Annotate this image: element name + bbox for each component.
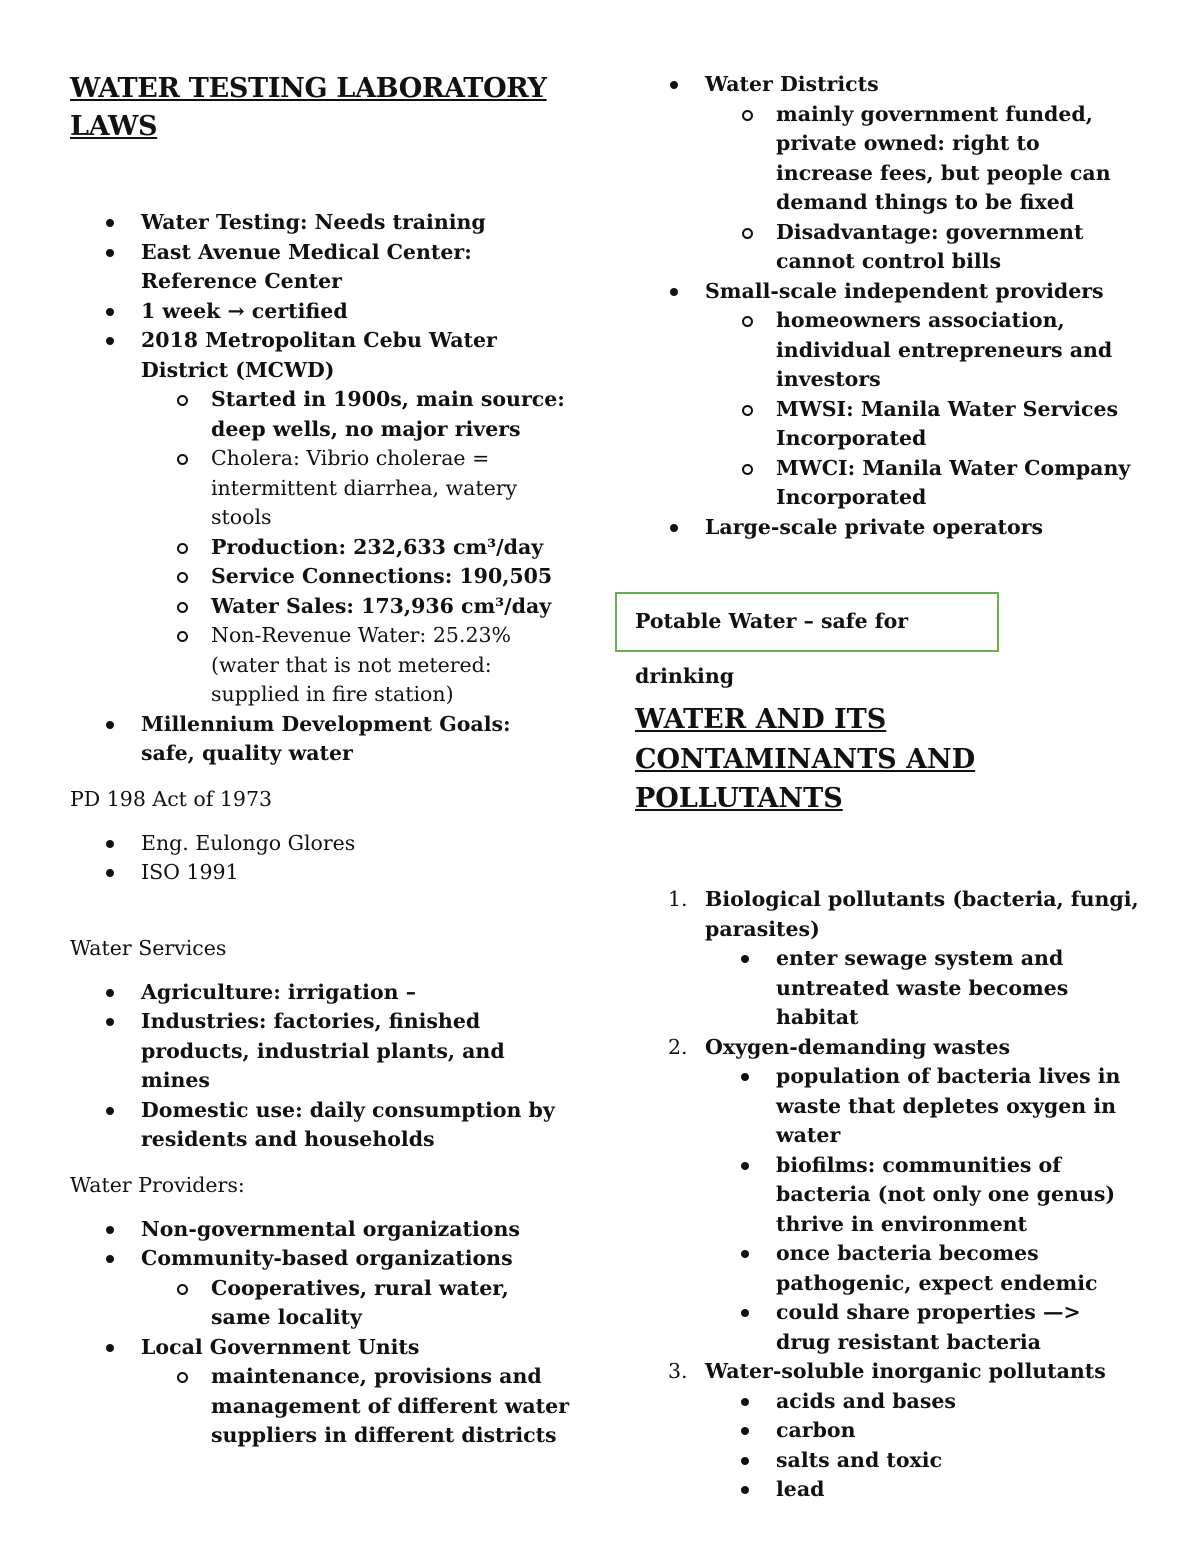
bullet-icon <box>741 1427 749 1435</box>
document-title: WATER TESTING LABORATORY LAWS <box>70 73 547 142</box>
mcwd-sublist <box>70 385 570 710</box>
circle-bullet-icon <box>177 572 188 583</box>
bullet-icon <box>106 249 114 257</box>
pollutants-sublist <box>615 1062 1140 1357</box>
mdg-list <box>70 710 570 769</box>
numbered-item: 2. Oxygen-demanding wastes <box>615 1033 1140 1063</box>
circle-bullet-icon <box>177 454 188 465</box>
pollutants-list <box>615 1033 1140 1063</box>
circle-bullet-icon <box>742 405 753 416</box>
bullet-icon <box>106 308 114 316</box>
circle-bullet-icon <box>742 464 753 475</box>
pollutants-sublist <box>615 1387 1140 1505</box>
list-item: once bacteria becomes pathogenic, expect endemic <box>615 1239 1140 1298</box>
list-item: maintenance, provisions and management of different water suppliers in different districts <box>70 1362 570 1451</box>
list-item: population of bacteria lives in waste that depletes oxygen in water <box>615 1062 1140 1151</box>
bullet-icon <box>741 955 749 963</box>
bullet-icon <box>106 337 114 345</box>
item-number: 1. <box>668 887 688 911</box>
left-column <box>70 70 570 1451</box>
potable-water-text: Potable Water – safe for drinking <box>635 609 909 688</box>
list-item: ISO 1991 <box>70 858 570 888</box>
list-item: Industries: factories, finished products, industrial plants, and mines <box>70 1007 570 1096</box>
intro-list <box>70 208 570 385</box>
numbered-item: 3. Water-soluble inorganic pollutants <box>615 1357 1140 1387</box>
list-item: Non-governmental organizations <box>70 1215 570 1245</box>
bullet-icon <box>741 1250 749 1258</box>
services-heading: Water Services <box>70 935 227 960</box>
pollutants-list <box>615 1357 1140 1387</box>
list-item: could share properties —> drug resistant bacteria <box>615 1298 1140 1357</box>
pd-heading: PD 198 Act of 1973 <box>70 786 273 811</box>
bullet-icon <box>670 81 678 89</box>
numbered-item: 1. Biological pollutants (bacteria, fungi, parasites) <box>668 887 1139 941</box>
list-item: Millennium Development Goals: safe, quality water <box>70 710 570 769</box>
pollutants-column <box>615 885 1140 1505</box>
cbo-sublist <box>70 1274 570 1333</box>
potable-water-callout <box>615 592 999 688</box>
circle-bullet-icon <box>177 631 188 642</box>
list-item: Production: 232,633 cm³/day <box>70 533 570 563</box>
bullet-icon <box>670 524 678 532</box>
list-item: carbon <box>615 1416 1140 1446</box>
large-scale-list <box>615 513 1140 543</box>
bullet-icon <box>741 1309 749 1317</box>
list-item: MWCI: Manila Water Company Incorporated <box>615 454 1140 513</box>
small-scale-sublist <box>615 306 1140 513</box>
bullet-icon <box>741 1073 749 1081</box>
right-column <box>615 70 1140 542</box>
item-number: 2. <box>668 1034 688 1059</box>
services-list <box>70 978 570 1155</box>
item-number: 3. <box>668 1359 688 1383</box>
list-item: Water Sales: 173,936 cm³/day <box>70 592 570 622</box>
water-districts-sublist <box>615 100 1140 277</box>
list-item: mainly government funded, private owned: right to increase fees, but people can demand things to be fixed <box>615 100 1140 218</box>
providers-heading: Water Providers: <box>70 1172 245 1197</box>
bullet-icon <box>106 1226 114 1234</box>
lgu-sublist <box>70 1362 570 1451</box>
circle-bullet-icon <box>177 602 188 613</box>
pollutants-sublist <box>615 944 1140 1033</box>
list-item: Started in 1900s, main source: deep wells, no major rivers <box>70 385 570 444</box>
list-item: Water Testing: Needs training <box>70 208 570 238</box>
list-item: acids and bases <box>615 1387 1140 1417</box>
circle-bullet-icon <box>177 395 188 406</box>
list-item: Small-scale independent providers <box>615 277 1140 307</box>
bullet-icon <box>106 721 114 729</box>
bullet-icon <box>106 1018 114 1026</box>
pollutants-list <box>615 885 1140 944</box>
list-item: salts and toxic <box>615 1446 1140 1476</box>
list-item: Non-Revenue Water: 25.23% (water that is not metered: supplied in fire station) <box>70 621 570 710</box>
circle-bullet-icon <box>177 543 188 554</box>
list-item: enter sewage system and untreated waste becomes habitat <box>615 944 1140 1033</box>
list-item: 1 week → certified <box>70 297 570 327</box>
bullet-icon <box>741 1486 749 1494</box>
bullet-icon <box>106 1107 114 1115</box>
small-scale-list <box>615 277 1140 307</box>
list-item: Community-based organizations <box>70 1244 570 1274</box>
circle-bullet-icon <box>742 316 753 327</box>
providers-continued-list <box>615 70 1140 100</box>
bullet-icon <box>106 1344 114 1352</box>
bullet-icon <box>741 1162 749 1170</box>
circle-bullet-icon <box>177 1284 188 1295</box>
bullet-icon <box>106 219 114 227</box>
bullet-icon <box>741 1398 749 1406</box>
bullet-icon <box>670 288 678 296</box>
list-item: Cholera: Vibrio cholerae = intermittent diarrhea, watery stools <box>70 444 570 533</box>
list-item: Large-scale private operators <box>615 513 1140 543</box>
list-item: Cooperatives, rural water, same locality <box>70 1274 570 1333</box>
bullet-icon <box>741 1457 749 1465</box>
bullet-icon <box>106 1255 114 1263</box>
list-item: Domestic use: daily consumption by residents and households <box>70 1096 570 1155</box>
list-item: Local Government Units <box>70 1333 570 1363</box>
bullet-icon <box>106 840 114 848</box>
circle-bullet-icon <box>742 110 753 121</box>
list-item: biofilms: communities of bacteria (not only one genus) thrive in environment <box>615 1151 1140 1240</box>
lgu-list <box>70 1333 570 1363</box>
providers-list <box>70 1215 570 1274</box>
section-title: WATER AND ITS CONTAMINANTS AND POLLUTANTS <box>635 704 976 814</box>
bullet-icon <box>106 869 114 877</box>
list-item: Disadvantage: government cannot control bills <box>615 218 1140 277</box>
list-item: Service Connections: 190,505 <box>70 562 570 592</box>
list-item: homeowners association, individual entrepreneurs and investors <box>615 306 1140 395</box>
list-item: Eng. Eulongo Glores <box>70 829 570 859</box>
list-item: 2018 Metropolitan Cebu Water District (MCWD) <box>70 326 570 385</box>
bullet-icon <box>106 989 114 997</box>
circle-bullet-icon <box>177 1372 188 1383</box>
circle-bullet-icon <box>742 228 753 239</box>
list-item: lead <box>615 1475 1140 1505</box>
list-item: East Avenue Medical Center: Reference Center <box>70 238 570 297</box>
list-item: Agriculture: irrigation – <box>70 978 570 1008</box>
list-item: MWSI: Manila Water Services Incorporated <box>615 395 1140 454</box>
list-item: Water Districts <box>615 70 1140 100</box>
pd-list <box>70 829 570 888</box>
